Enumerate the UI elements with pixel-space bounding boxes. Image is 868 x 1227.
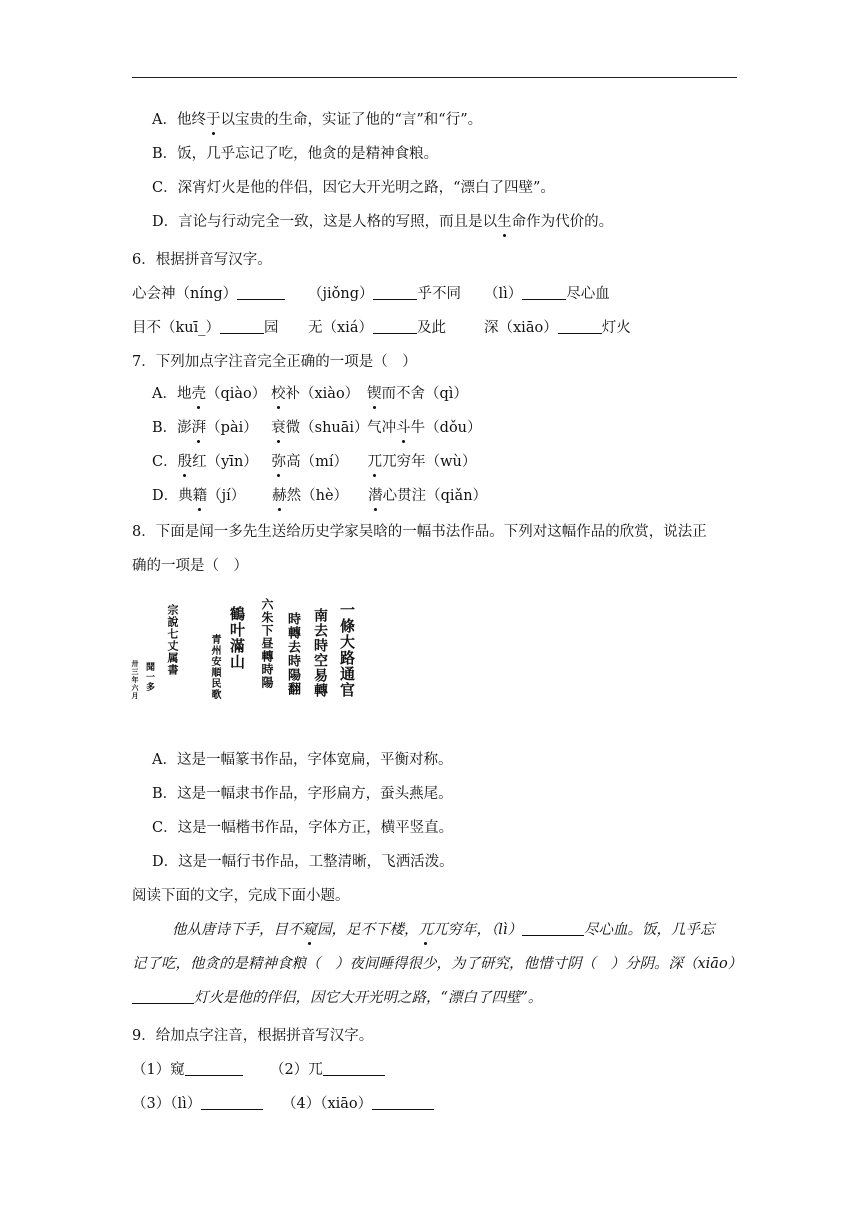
calligraphy-column: 南去時空易轉: [312, 608, 328, 698]
q7-option-b: B．澎湃（pài） 衰微（shuāi）气冲斗牛（dǒu）: [152, 420, 482, 436]
q5-option-c: C．深宵灯火是他的伴侣，因它大开光明之路，“漂白了四壁”。: [152, 180, 555, 196]
q8-option-b: B．这是一幅隶书作品，字形扁方，蚕头燕尾。: [152, 786, 453, 802]
q5-option-b: B．饭，几乎忘记了吃，他贪的是精神食粮。: [152, 146, 439, 162]
q6-title: 6．根据拼音写汉字。: [132, 252, 272, 268]
q8-stem-line2: 确的一项是（ ）: [132, 558, 248, 574]
answer-blank[interactable]: [201, 1095, 263, 1110]
answer-blank[interactable]: [220, 319, 264, 334]
q7-title: 7．下列加点字注音完全正确的一项是（ ）: [132, 354, 417, 370]
q9-title: 9．给加点字注音，根据拼音写汉字。: [132, 1028, 374, 1044]
answer-blank[interactable]: [373, 285, 417, 300]
calligraphy-column: 宗說七丈属書: [166, 604, 179, 676]
answer-blank[interactable]: [522, 285, 566, 300]
calligraphy-column: 六朱下昼轉時陽: [260, 598, 274, 689]
q9-row2: （3）（lì） （4）（xiāo）: [132, 1094, 434, 1114]
answer-blank[interactable]: [185, 1061, 243, 1076]
answer-blank[interactable]: [132, 989, 194, 1004]
q5-option-a: A．他终于以宝贵的生命，实证了他的“言”和“行”。: [152, 112, 483, 128]
q9-row1: （1）窥 （2）兀: [132, 1060, 385, 1080]
q8-option-a: A．这是一幅篆书作品，字体宽扁，平衡对称。: [152, 752, 453, 768]
q7-option-c: C．殷红（yīn） 弥高（mí） 兀兀穷年（wù）: [152, 454, 477, 470]
answer-blank[interactable]: [372, 1095, 434, 1110]
q5-option-d: D．言论与行动完全一致，这是人格的写照，而且是以生命作为代价的。: [152, 214, 614, 230]
answer-blank[interactable]: [323, 1061, 385, 1076]
reading-paragraph-line3: 灯火是他的伴侣，因它大开光明之路，“漂白了四壁”。: [132, 988, 542, 1008]
reading-intro: 阅读下面的文字，完成下面小题。: [132, 888, 350, 904]
calligraphy-column: 聞一多: [144, 662, 154, 692]
calligraphy-image: [128, 598, 360, 730]
answer-blank[interactable]: [237, 285, 285, 300]
calligraphy-column: 卅三年六月: [131, 660, 140, 700]
calligraphy-column: 鶴叶滿山: [228, 606, 246, 670]
answer-blank[interactable]: [522, 921, 584, 936]
reading-paragraph-line2: 记了吃，他贪的是精神食粮（ ）夜间睡得很少，为了研究，他惜寸阴（ ）分阴。深（xiāo）: [132, 956, 743, 972]
q6-row2: 目不（kuī_） 园 无（xiá） 及此 深（xiāo） 灯火: [132, 320, 631, 336]
calligraphy-column: 時轉去時陽翻: [285, 612, 300, 696]
answer-blank[interactable]: [558, 319, 602, 334]
header-rule: [132, 77, 737, 78]
answer-blank[interactable]: [373, 319, 417, 334]
reading-paragraph-line1: 他从唐诗下手，目不窥园，足不下楼，兀兀穷年，（lì） 尽心血。饭，几乎忘: [172, 922, 715, 938]
calligraphy-column: 青州安順民歌: [209, 634, 220, 700]
q7-option-a: A．地壳（qiào） 校补（xiào） 锲而不舍（qì）: [152, 386, 468, 402]
q8-option-d: D．这是一幅行书作品，工整清晰，飞洒活泼。: [152, 854, 454, 870]
q8-option-c: C．这是一幅楷书作品，字体方正，横平竖直。: [152, 820, 454, 836]
q6-row1: 心会神（níng） （jiǒng） 乎不同 （lì） 尽心血: [132, 286, 610, 302]
q7-option-d: D．典籍（jí） 赫然（hè） 潜心贯注（qiǎn）: [152, 488, 488, 504]
q8-stem-line1: 8．下面是闻一多先生送给历史学家吴晗的一幅书法作品。下列对这幅作品的欣赏，说法正: [132, 524, 707, 540]
calligraphy-column: 一條大路通官: [338, 602, 356, 698]
